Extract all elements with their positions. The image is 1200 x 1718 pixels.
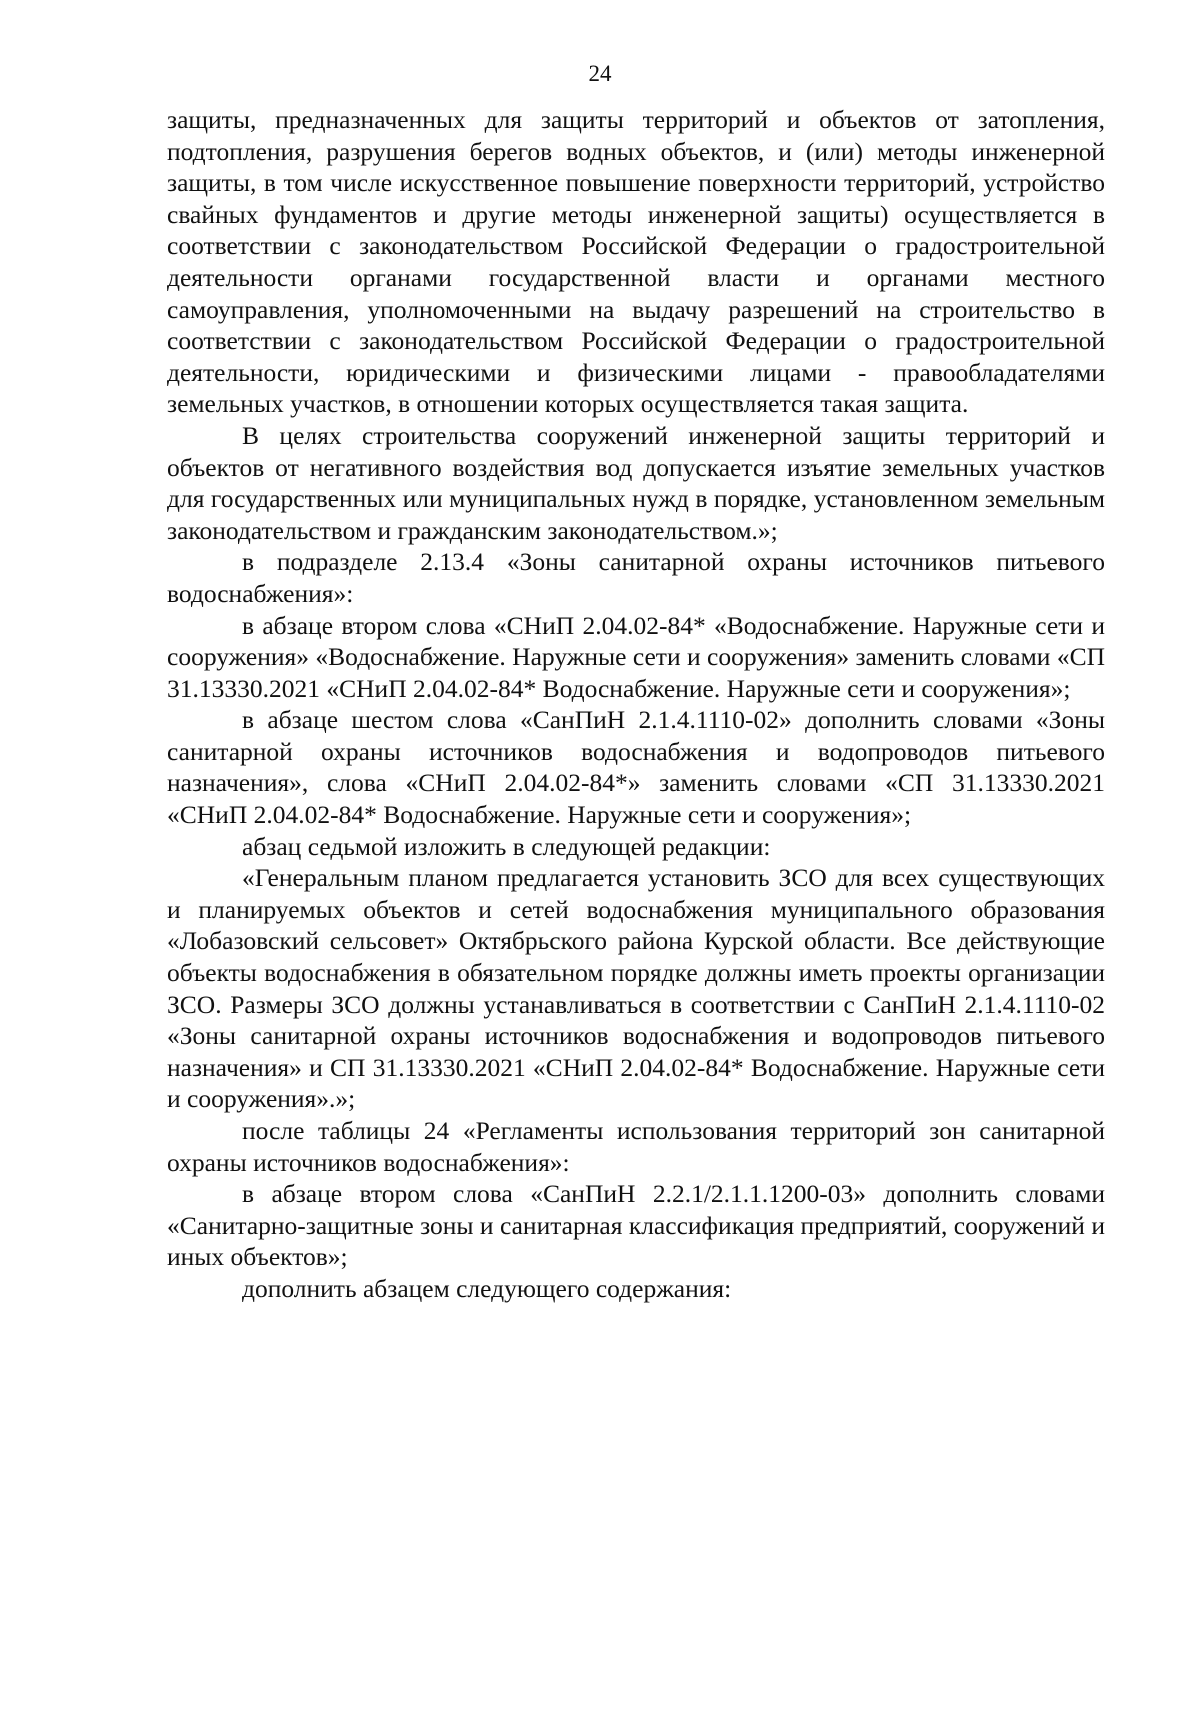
paragraph-add-abzac: дополнить абзацем следующего содержания: [242, 1273, 732, 1303]
document-body [167, 104, 1105, 1305]
paragraph-second-abzac-amendment: в абзаце втором слова «СНиП 2.04.02-84* «Водоснабжение. Наружные сети и сооружения» «Водоснабжение. Наружные сети и сооружения» заменить словами «СП 31.13330.2021 «СНиП 2.04.02-84* Водоснабжение. Наружные сети и сооружения»; [167, 610, 1105, 703]
paragraph-subsection-2-13-4: в подразделе 2.13.4 «Зоны санитарной охраны источников питьевого водоснабжения»: [167, 547, 1105, 608]
page-number: 24 [588, 61, 612, 86]
paragraph-seventh-abzac-new-text: «Генеральным планом предлагается установить ЗСО для всех существующих и планируемых объектов и сетей водоснабжения муниципального образования «Лобазовский сельсовет» Октябрьского района Курской области. Все действующие объекты водоснабжения в обязательном порядке должны иметь проекты организации ЗСО. Размеры ЗСО должны устанавливаться в соответствии с СанПиН 2.1.4.1110-02 «Зоны санитарной охраны источников водоснабжения и водопроводов питьевого назначения» и СП 31.13330.2021 «СНиП 2.04.02-84* Водоснабжение. Наружные сети и сооружения».»; [167, 863, 1105, 1114]
paragraph-seventh-abzac-intro: абзац седьмой изложить в следующей редакции: [242, 831, 771, 861]
paragraph-after-table-24: после таблицы 24 «Регламенты использования территорий зон санитарной охраны источников водоснабжения»: [167, 1116, 1105, 1177]
paragraph-land-withdrawal: В целях строительства сооружений инженерной защиты территорий и объектов от негативного воздействия вод допускается изъятие земельных участков для государственных или муниципальных нужд в порядке, установленном земельным законодательством и гражданским законодательством.»; [167, 420, 1105, 545]
paragraph-sixth-abzac-amendment: в абзаце шестом слова «СанПиН 2.1.4.1110-02» дополнить словами «Зоны санитарной охраны источников водоснабжения и водопроводов питьевого назначения», слова «СНиП 2.04.02-84*» заменить словами «СП 31.13330.2021 «СНиП 2.04.02-84* Водоснабжение. Наружные сети и сооружения»; [167, 705, 1105, 830]
paragraph-engineering-protection-continued: защиты, предназначенных для защиты территорий и объектов от затопления, подтопления, разрушения берегов водных объектов, и (или) методы инженерной защиты, в том числе искусственное повышение поверхности территорий, устройство свайных фундаментов и другие методы инженерной защиты) осуществляется в соответствии с законодательством Российской Федерации о градостроительной деятельности органами государственной власти и органами местного самоуправления, уполномоченными на выдачу разрешений на строительство в соответствии с законодательством Российской Федерации о градостроительной деятельности, юридическими и физическими лицами - правообладателями земельных участков, в отношении которых осуществляется такая защита. [167, 105, 1105, 419]
paragraph-sanpin-amendment: в абзаце втором слова «СанПиН 2.2.1/2.1.1.1200-03» дополнить словами «Санитарно-защитные зоны и санитарная классификация предприятий, сооружений и иных объектов»; [167, 1179, 1105, 1272]
